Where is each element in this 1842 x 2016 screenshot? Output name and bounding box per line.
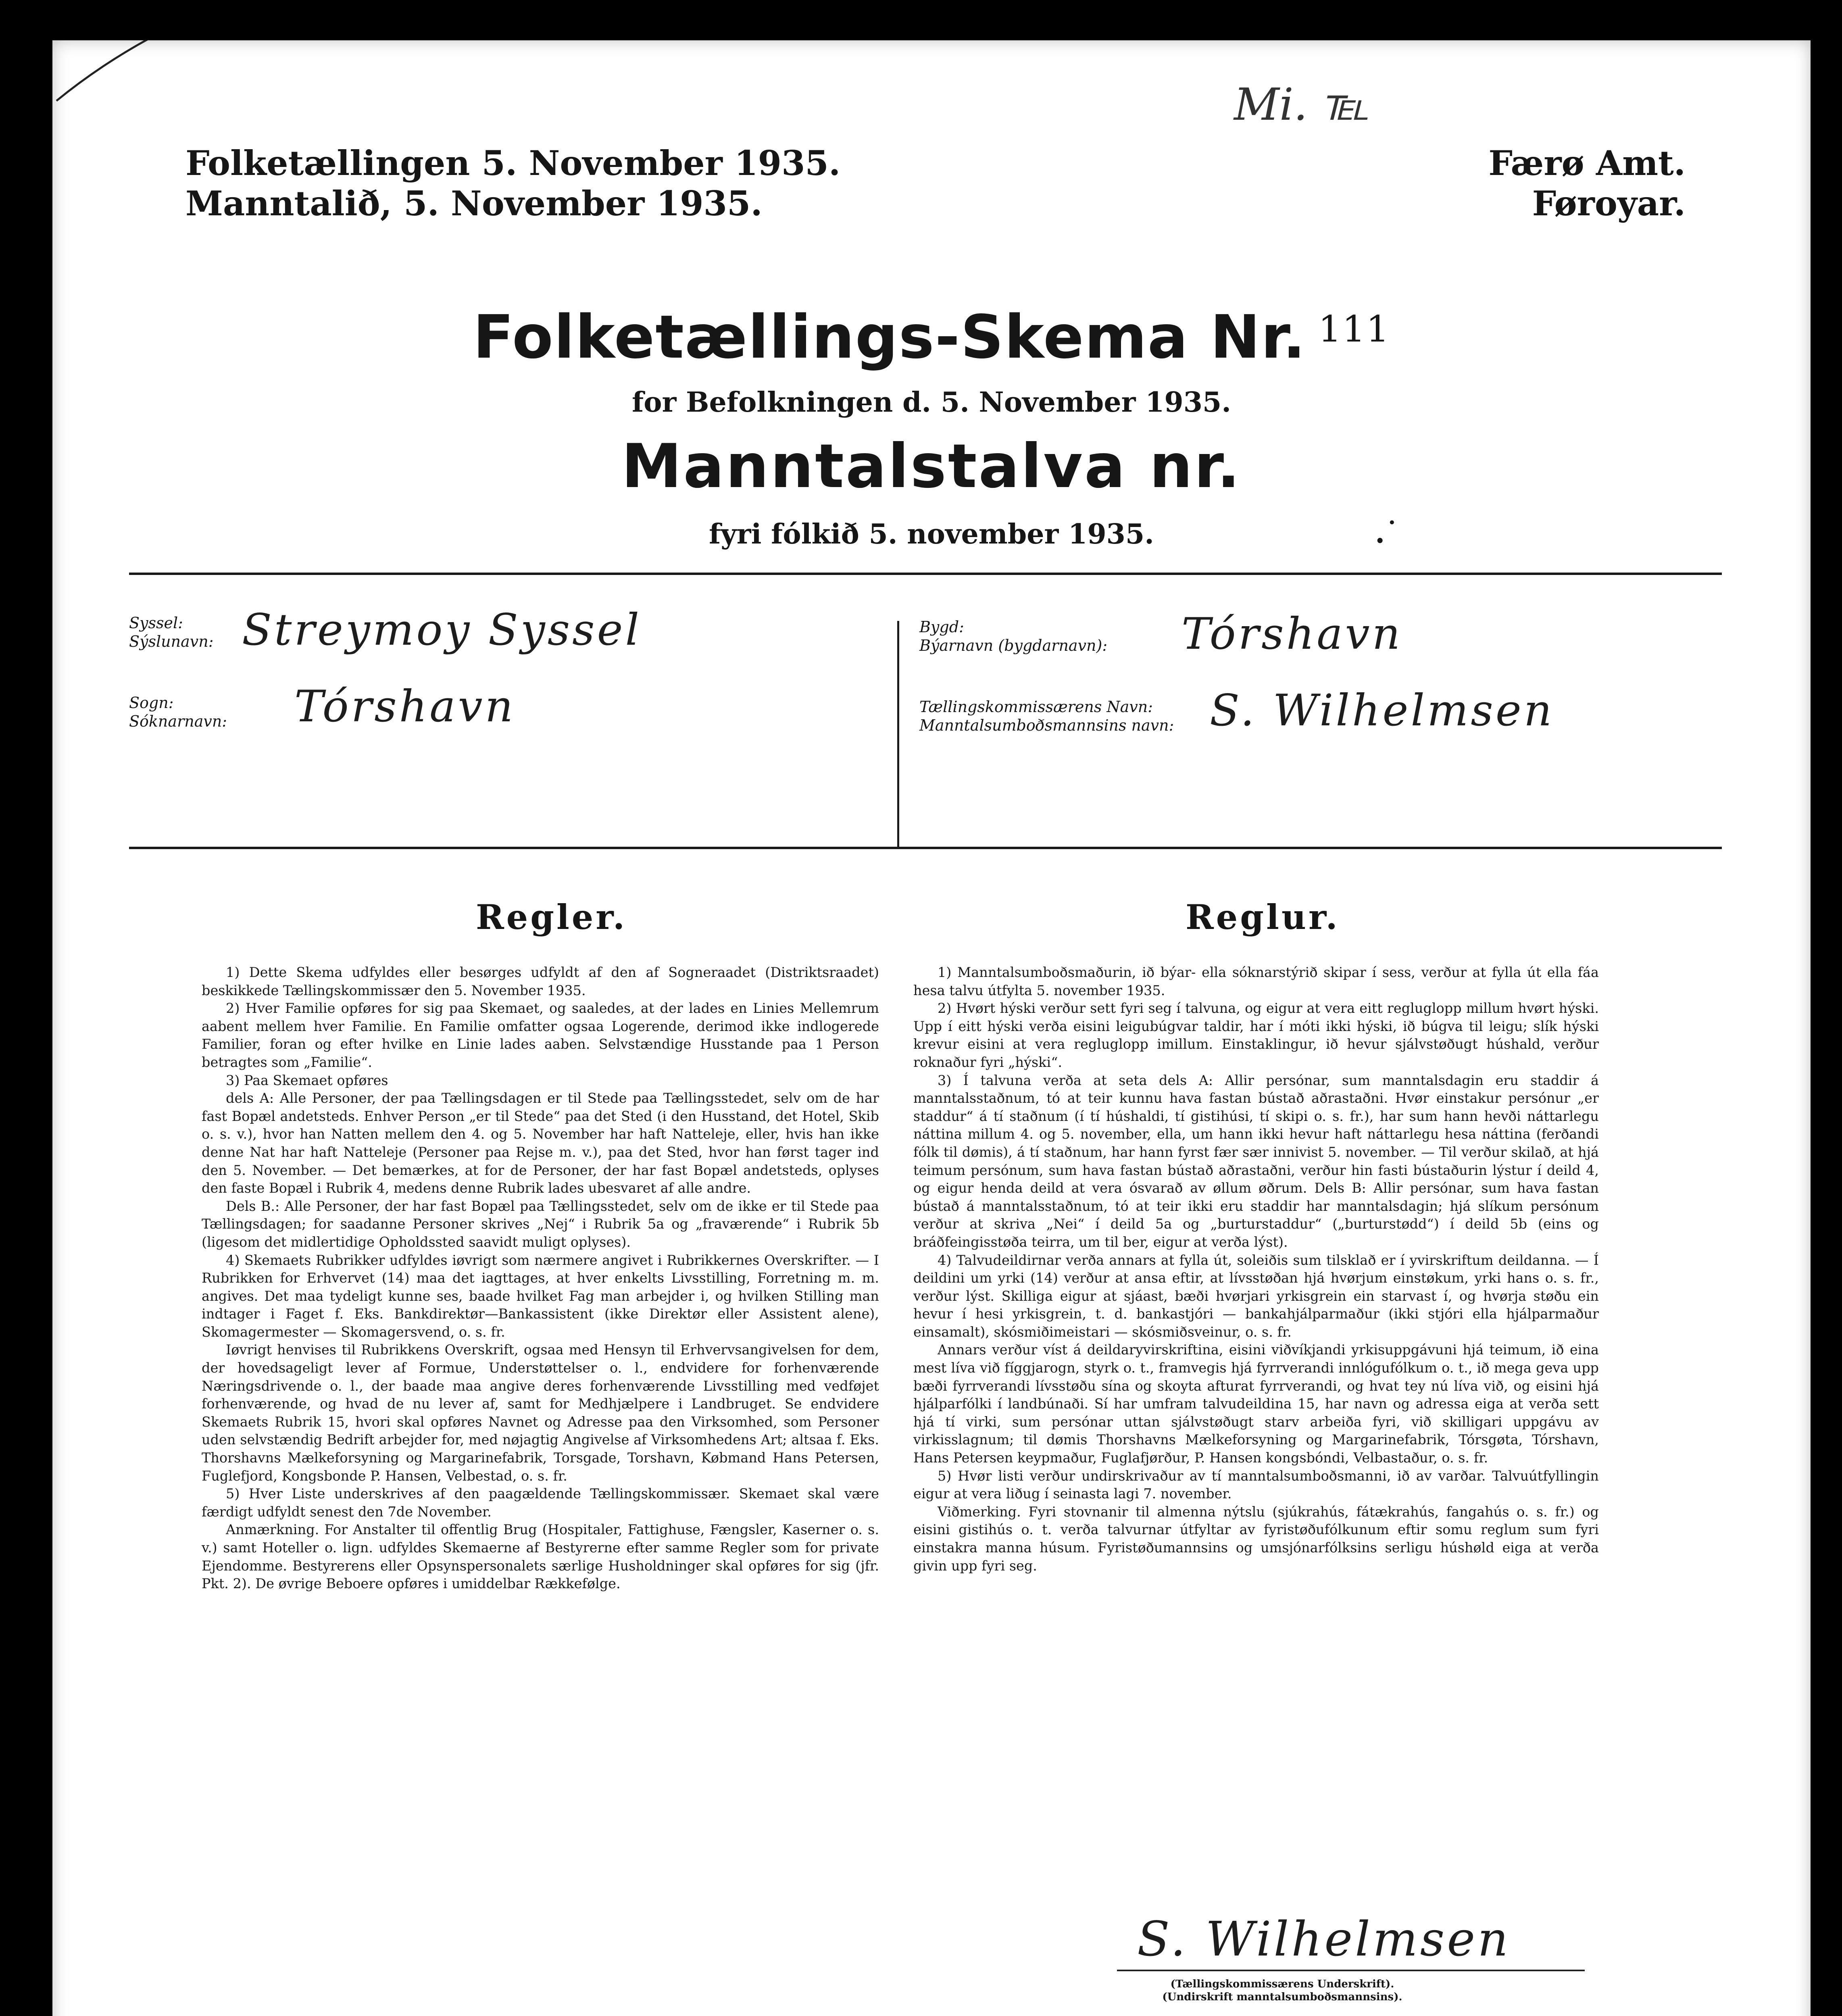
form-title-text: Folketællings-Skema Nr. bbox=[473, 302, 1306, 372]
regler-point-3a: dels A: Alle Personer, der paa Tællingsdagen er til Stede paa Tællingsstedet, selv om de har fast Bopæl andetsteds. Enhver Person „er til Stede“ paa det Sted (i den Husstand, det Hotel, Skib o. s. v.), hvor han Natten mellem den 4. og 5. November har haft Natteleje, eller, hvis han ikke denne Nat har haft Natteleje (Personer paa Rejse m. v.), paa det Sted, hvor han først tager ind den 5. November. — Det bemærkes, at for de Personer, der har fast Bopæl andetsteds, oplyses den faste Bopæl i Rubrik 4, medens denne Rubrik lades ubesvaret af alle andre. bbox=[202, 1090, 879, 1196]
form-number: 111 bbox=[1318, 308, 1390, 350]
regler-point-4b: Iøvrigt henvises til Rubrikkens Overskrift, ogsaa med Hensyn til Erhvervsangivelsen for dem, der hovedsageligt lever af Formue, Understøttelser o. l., endvidere for forhenværende Næringsdrivende o. l., der baade maa angive deres forhenværende Livsstilling med vedføjet forhenværende, og hvad de nu lever af, samt for Medhjælpere i Landbruget. Se endvidere Skemaets Rubrik 15, hvori skal opføres Navnet og Adresse paa den Virksomhed, som Personer uden selvstændig Bedrift arbejder for, med nøjagtig Angivelse af Virksomhedens Art; altsaa f. Eks. Thorshavns Mælkeforsyning og Margarinefabrik, Torsgade, Torshavn, Købmand Hans Petersen, Fuglefjord, Kongsbonde P. Hansen, Velbestad, o. s. fr. bbox=[202, 1342, 879, 1484]
reglur-point-4: 4) Talvudeildirnar verða annars at fylla út, soleiðis sum tilsklað er í yvirskriftum deildanna. — Í deildini um yrki (14) verður at ansa eftir, at lívsstøðan hjá hvørjum einstøkum, yrki hans o. s. fr., verður lýst. Skilliga eigur at sjáast, bæði hvørjari yrkisgrein ein starvast í, og hvørja støðu ein hevur í hesi yrkisgrein, t. d. bankastjóri — bankahjálparmaður (ikki stjóri ella hjálparmaður einsamalt), skósmiðimeistari — skósmiðsveinur, o. s. fr. bbox=[913, 1252, 1599, 1340]
regler-point-1: 1) Dette Skema udfyldes eller besørges udfyldt af den af Sogneraadet (Distriktsraadet) beskikkede Tællingskommissær den 5. November 1935. bbox=[202, 964, 879, 998]
census-form-sheet bbox=[52, 40, 1811, 2016]
signature-handwritten: S. Wilhelmsen bbox=[1137, 1911, 1511, 1967]
header-county-faroese: Føroyar. bbox=[1532, 183, 1686, 223]
regler-point-5: 5) Hver Liste underskrives af den paagældende Tællingskommissær. Skemaet skal være færdigt udfyldt senest den 7de November. bbox=[202, 1486, 879, 1520]
ink-mark: .˙ bbox=[1375, 516, 1399, 550]
reglur-note: Viðmerking. Fyri stovnanir til almenna nýtslu (sjúkrahús, fátækrahús, fangahús o. s. fr.) og eisini gistihús o. t. verða talvurnar útfyltar av fyristøðufólkunum eftir somu reglum sum fyri einstakra manna húsum. Fyristøðumannsins og umsjónarfólksins serligu húshøld eiga at verða givin upp fyri seg. bbox=[913, 1504, 1599, 1574]
regler-point-3b: Dels B.: Alle Personer, der har fast Bopæl paa Tællingsstedet, selv om de ikke er til Stede paa Tællingsdagen; for saadanne Personer skrives „Nej“ i Rubrik 5a og „fraværende“ i Rubrik 5b (ligesom det midlertidige Opholdssted saavidt muligt oplyses). bbox=[202, 1198, 879, 1250]
reglur-point-4b: Annars verður víst á deildaryvirskriftina, eisini viðvíkjandi yrkisuppgávuni hjá teimum, ið eina mest líva við fíggjarogn, styrk o. t., framvegis hjá fyrrverandi innlógufólkum o. t., ið mega geva upp bæði fyrrverandi lívsstøðu sína og skoyta afturat fyrrverandi, og hvat tey nú líva við, og eisini hjá hjálparfólki í landbúnaði. Sí har umfram talvudeildina 15, har navn og adressa eiga at verða sett hjá tí virki, sum persónar uttan sjálvstøðugt starv arbeiða fyri, við skilligari uppgávu av virkisslagnum; til dømis Thorshavns Mælkeforsyning og Margarinefabrik, Tórsgøta, Tórshavn, Hans Petersen keypmaður, Fuglafjørður, P. Hansen kongsbóndi, Velbastaður, o. s. fr. bbox=[913, 1342, 1599, 1466]
kommissaer-value: S. Wilhelmsen bbox=[1210, 685, 1554, 736]
syssel-label: Syssel: Sýslunavn: bbox=[129, 614, 214, 650]
sogn-label: Sogn: Sóknarnavn: bbox=[129, 694, 227, 730]
reglur-column bbox=[913, 964, 1599, 1575]
header-right bbox=[1488, 143, 1686, 224]
regler-title: Regler. bbox=[476, 897, 627, 937]
regler-point-2: 2) Hver Familie opføres for sig paa Skemaet, og saaledes, at der lades en Linies Mellemrum aabent mellem hver Familie. En Familie omfatter ogsaa Logerende, derimod ikke indlogerede Familier, foran og efter hvilke en Linie lades aaben. Selvstændige Husstande paa 1 Person betragtes som „Familie“. bbox=[202, 1000, 879, 1070]
reglur-point-3: 3) Í talvuna verða at seta dels A: Allir persónar, sum manntalsdagin eru staddir á manntalsstaðnum, tó at teir kunnu hava fastan bústað aðrastaðni. Hvør einstakur persónur „er staddur“ á tí staðnum (í tí húshaldi, tí gistihúsi, tí skipi o. s. fr.), har sum hann hevði náttarlegu náttina millum 4. og 5. november, ella, um hann ikki hevur haft náttarlegu hesa náttina (ferðandi fólk til dømis), á tí staðnum, har hann fyrst fær sær innivist 5. november. — Til verður skilað, at hjá teimum persónum, sum hava fastan bústað aðrastaðni, verður hin fasti bústaðurin lýstur í deild 4, og eigur henda deild at vera ósvarað av øllum øðrum. Dels B: Allir persónar, sum hava fastan bústað á manntalsstaðnum, tó at teir ikki eru staddir har manntalsdagin; hjá slíkum persónum verður at skriva „Nei“ í deild 5a og „burturstaddur“ („burturstødd“) í deild 5b (eins og bráðfeingisstøða teirra, um til ber, eigur at verða lýst). bbox=[913, 1072, 1599, 1250]
header-census-faroese: Manntalið, 5. November 1935. bbox=[185, 183, 763, 223]
reglur-point-2: 2) Hvørt hýski verður sett fyri seg í talvuna, og eigur at vera eitt regluglopp millum hvørt hýski. Upp í eitt hýski verða eisini leigubúgvar taldir, har í móti ikki hýski, ið búgva til leigu; slík hýski krevur eisini at vera regluglopp imillum. Einstaklingur, ið hevur sjálvstøðugt húshald, verður roknaður fyri „hýski“. bbox=[913, 1000, 1599, 1070]
header-county-danish: Færø Amt. bbox=[1488, 143, 1686, 183]
signature-caption: (Tællingskommissærens Underskrift). (Undirskrift manntalsumboðsmannsins). bbox=[1162, 1978, 1402, 2003]
header-census-danish: Folketællingen 5. November 1935. bbox=[185, 143, 841, 183]
regler-point-4: 4) Skemaets Rubrikker udfyldes iøvrigt som nærmere angivet i Rubrikkernes Overskrifter. — I Rubrikken for Erhvervet (14) maa det iagttages, at hver enkelts Livsstilling, Forretning m. m. angives. Det maa tydeligt kunne ses, baade hvilket Fag man arbejder i, og hvilken Stilling man indtager i Faget f. Eks. Bankdirektør—Bankassistent (ikke Direktør eller Assistent alene), Skomagermester — Skomagersvend, o. s. fr. bbox=[202, 1252, 879, 1340]
syssel-value: Streymoy Syssel bbox=[242, 605, 642, 655]
reglur-point-1: 1) Manntalsumboðsmaðurin, ið býar- ella sóknarstýrið skipar í sess, verður at fylla út ella fáa hesa talvu útfylta 5. november 1935. bbox=[913, 964, 1599, 998]
divider-top bbox=[129, 573, 1722, 575]
form-subtitle-danish: for Befolkningen d. 5. November 1935. bbox=[631, 386, 1231, 419]
reglur-title: Reglur. bbox=[1186, 897, 1340, 937]
archive-pencil-note: Mi. ℡ bbox=[1234, 79, 1369, 130]
kommissaer-label: Tællingskommissærens Navn: Manntalsumboðsmannsins navn: bbox=[919, 698, 1174, 734]
bygd-value: Tórshavn bbox=[1181, 609, 1403, 659]
divider-bottom bbox=[129, 847, 1722, 849]
sogn-value: Tórshavn bbox=[294, 681, 516, 732]
regler-column bbox=[202, 964, 879, 1593]
form-title-faroese: Manntalstalva nr. bbox=[621, 431, 1242, 502]
bygd-label: Bygd: Býarnavn (bygdarnavn): bbox=[919, 618, 1108, 654]
reglur-point-5: 5) Hvør listi verður undirskrivaður av tí manntalsumboðsmanni, ið av varðar. Talvuútfyllingin eigur at vera liðug í seinasta lagi 7. november. bbox=[913, 1468, 1599, 1502]
form-subtitle-faroese: fyri fólkið 5. november 1935. bbox=[709, 518, 1154, 550]
divider-vertical bbox=[897, 621, 899, 847]
regler-point-3: 3) Paa Skemaet opføres bbox=[226, 1072, 388, 1088]
signature-line bbox=[1117, 1970, 1585, 1971]
header-left bbox=[185, 143, 840, 224]
form-title-danish bbox=[52, 302, 1811, 372]
regler-note: Anmærkning. For Anstalter til offentlig Brug (Hospitaler, Fattighuse, Fængsler, Kaserner o. s. v.) samt Hoteller o. lign. udfyldes Skemaerne af Bestyrerne efter samme Regler som for private Ejendomme. Bestyrerens eller Opsynspersonalets særlige Husholdninger skal opføres for sig (jfr. Pkt. 2). De øvrige Beboere opføres i umiddelbar Rækkefølge. bbox=[202, 1522, 879, 1592]
